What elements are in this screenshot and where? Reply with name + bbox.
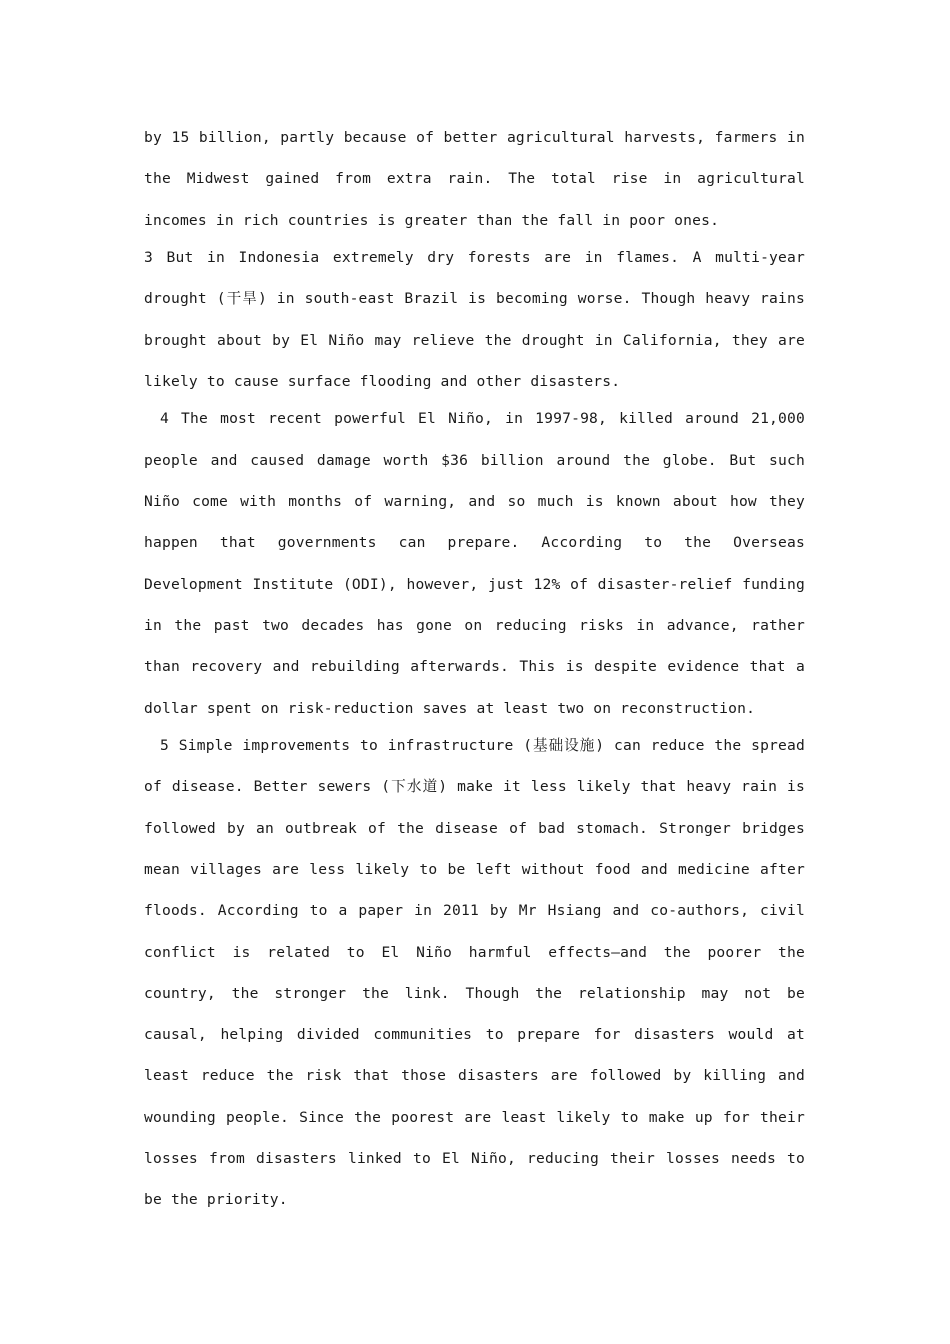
paragraph-3: 3 But in Indonesia extremely dry forests are in flames. A multi-year drought (干旱) in south-east Brazil is becoming worse. Though heavy rains brought about by El Niño may relieve the drought in California, they are likely to cause surface flooding and other disasters.: [144, 249, 805, 390]
document-page: [144, 117, 805, 1221]
paragraph-5: 5 Simple improvements to infrastructure (基础设施) can reduce the spread of disease. Better sewers (下水道) make it less likely that heavy rain is followed by an outbreak of the disease of bad stomach. Stronger bridges mean villages are less likely to be left without food and medicine after floods. According to a paper in 2011 by Mr Hsiang and co-authors, civil conflict is related to El Niño harmful effects—and the poorer the country, the stronger the link. Though the relationship may not be causal, helping divided communities to prepare for disasters would at least reduce the risk that those disasters are followed by killing and wounding people. Since the poorest are least likely to make up for their losses from disasters linked to El Niño, reducing their losses needs to be the priority.: [144, 737, 805, 1209]
paragraph-4: 4 The most recent powerful El Niño, in 1997-98, killed around 21,000 people and caused damage worth $36 billion around the globe. But such Niño come with months of warning, and so much is known about how they happen that governments can prepare. According to the Overseas Development Institute (ODI), however, just 12% of disaster-relief funding in the past two decades has gone on reducing risks in advance, rather than recovery and rebuilding afterwards. This is despite evidence that a dollar spent on risk-reduction saves at least two on reconstruction.: [144, 410, 805, 717]
paragraph-continuation: by 15 billion, partly because of better agricultural harvests, farmers in the Midwest gained from extra rain. The total rise in agricultural incomes in rich countries is greater than the fall in poor ones.: [144, 129, 805, 229]
